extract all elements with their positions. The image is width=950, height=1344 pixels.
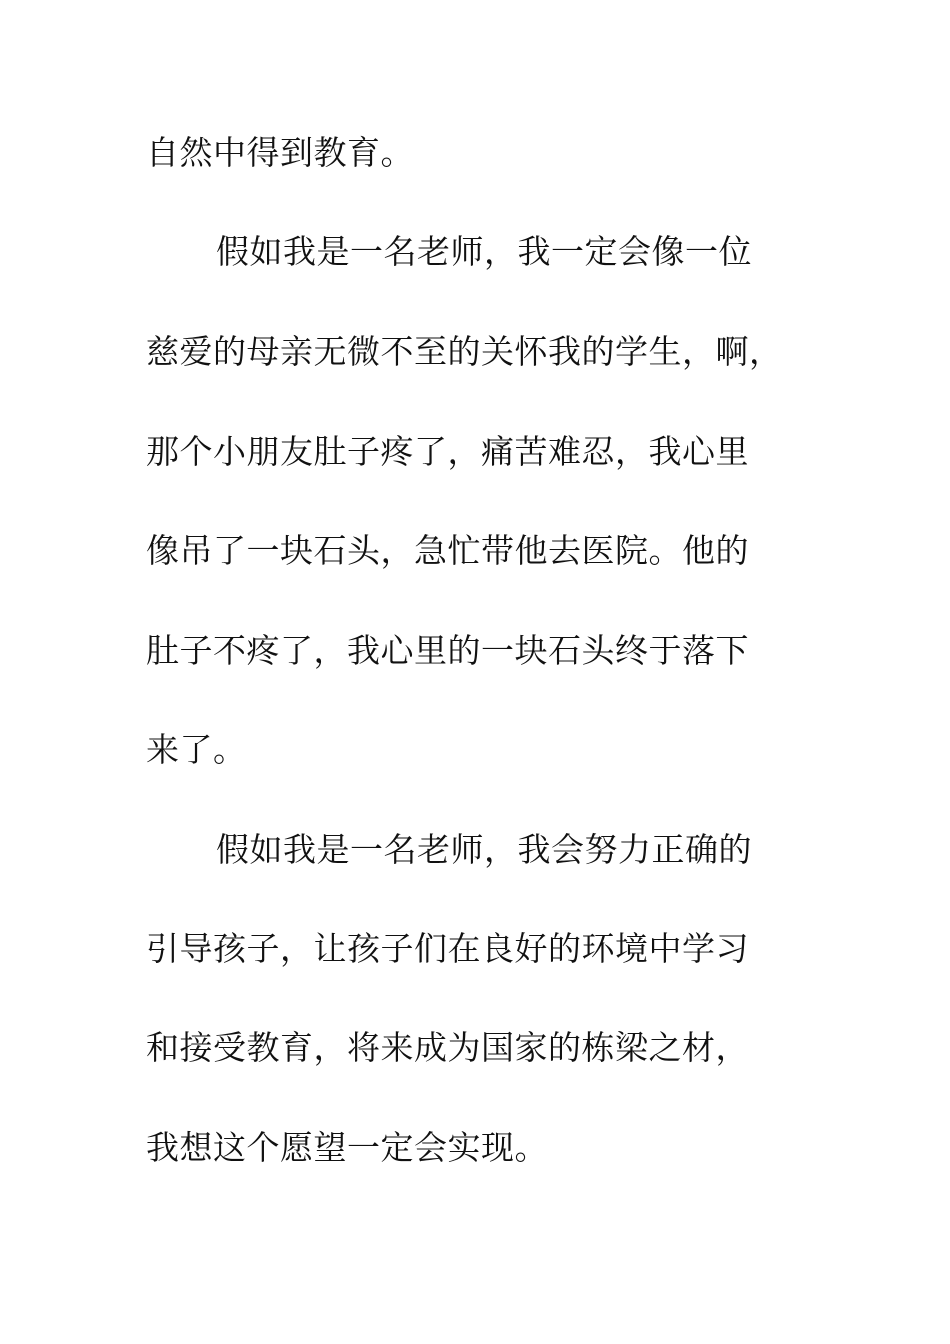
text-line: 那个小朋友肚子疼了，痛苦难忍，我心里 (146, 432, 749, 471)
text-line: 引导孩子，让孩子们在良好的环境中学习 (146, 929, 749, 968)
text-line: 慈爱的母亲无微不至的关怀我的学生，啊， (146, 332, 783, 371)
text-line: 来了。 (146, 730, 247, 769)
text-line: 肚子不疼了，我心里的一块石头终于落下 (146, 631, 749, 670)
text-line: 像吊了一块石头，急忙带他去医院。他的 (146, 531, 749, 570)
text-line: 我想这个愿望一定会实现。 (146, 1128, 548, 1167)
paragraph-first-line: 假如我是一名老师，我会努力正确的 (216, 830, 752, 869)
text-line: 和接受教育，将来成为国家的栋梁之材， (146, 1028, 749, 1067)
paragraph-first-line: 假如我是一名老师，我一定会像一位 (216, 232, 752, 271)
text-line: 自然中得到教育。 (146, 133, 414, 172)
